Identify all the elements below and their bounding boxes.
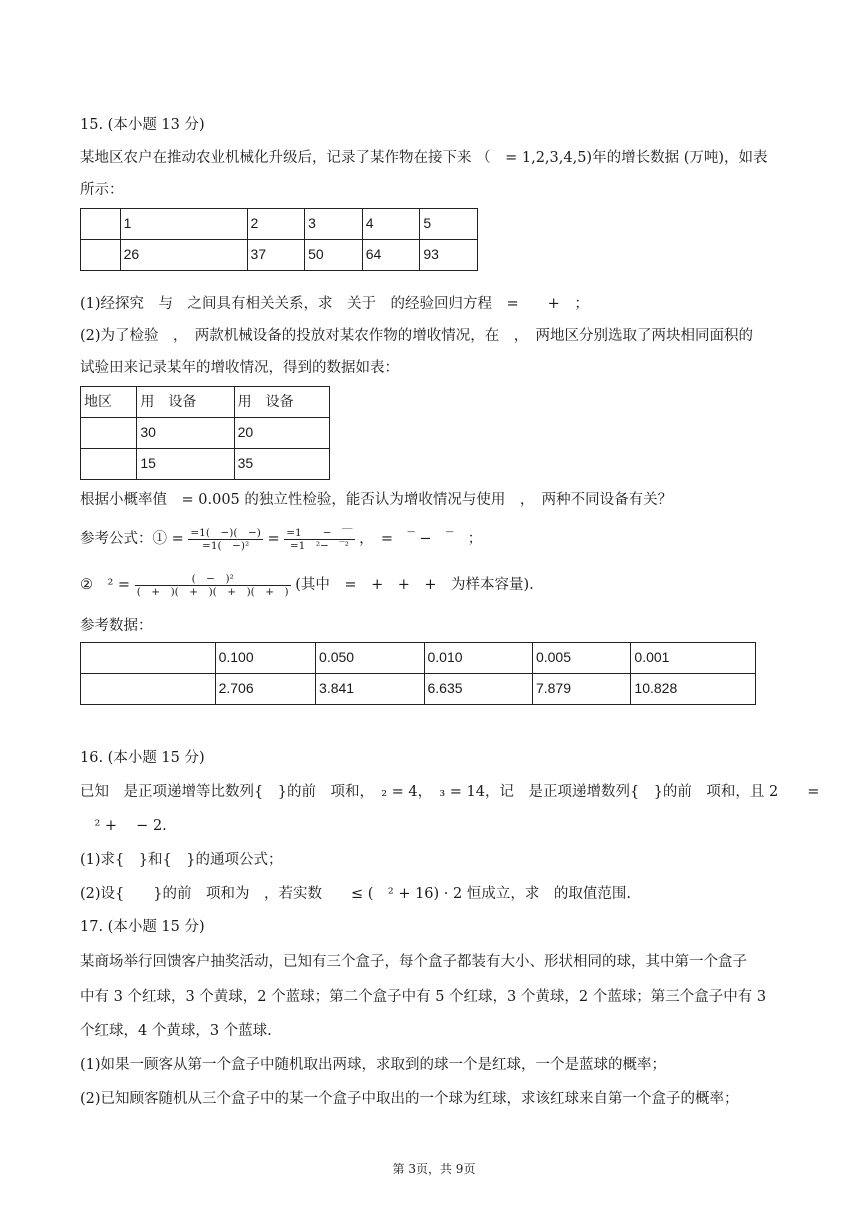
formula-tail: ， = ‾ − ‾ ；	[359, 531, 483, 547]
table-cell: 1	[120, 209, 247, 240]
q15-intro-line2: 所示：	[80, 182, 124, 198]
table-header-cell: 用 设备	[234, 387, 329, 418]
q16-line1: 已知 是正项递增等比数列{ }的前 项和， ₂ = 4， ₃ = 14，记 是正项递增数列{ }的前 项和，且 2 =	[80, 784, 820, 800]
table-cell: 26	[120, 240, 247, 271]
fraction	[284, 527, 354, 552]
table-cell	[81, 240, 121, 271]
table-cell: 64	[362, 240, 420, 271]
q16-header: 16. (本小题 15 分)	[80, 750, 205, 766]
table-cell	[81, 674, 216, 705]
q15-question: 根据小概率值 = 0.005 的独立性检验，能否认为增收情况与使用 ， 两种不同设备有关？	[80, 492, 673, 508]
table-cell: 6.635	[424, 674, 532, 705]
table-header-cell: 用 设备	[137, 387, 234, 418]
table-cell: 10.828	[631, 674, 756, 705]
formula-label: ② ² =	[80, 577, 131, 593]
table-cell: 35	[234, 449, 329, 480]
q15-contingency-table	[80, 386, 330, 480]
q17-header: 17. (本小题 15 分)	[80, 919, 205, 935]
table-cell: 7.879	[532, 674, 630, 705]
table-row	[81, 449, 330, 480]
table-cell: 37	[247, 240, 305, 271]
fraction-denominator: =1 ²− ‾²	[284, 539, 354, 552]
table-cell: 3	[305, 209, 363, 240]
q15-part2-line1: (2)为了检验 ， 两款机械设备的投放对某农作物的增收情况，在 ， 两地区分别选取了两块相同面积的	[80, 328, 754, 344]
table-row	[81, 643, 756, 674]
table-cell: 2	[247, 209, 305, 240]
q17-line1: 某商场举行回馈客户抽奖活动，已知有三个盒子，每个盒子都装有大小、形状相同的球，其中第一个盒子	[80, 954, 747, 970]
table-cell: 2.706	[215, 674, 315, 705]
fraction-numerator: =1 − ‾‾	[286, 526, 353, 539]
table-cell: 0.010	[424, 643, 532, 674]
fraction-numerator: =1( −)( −)	[190, 526, 261, 539]
q17-line2: 中有 3 个红球，3 个黄球，2 个蓝球；第二个盒子中有 5 个红球，3 个黄球，2 个蓝球；第三个盒子中有 3	[80, 989, 767, 1005]
fraction-denominator: =1( −)²	[188, 539, 262, 552]
table-cell: 3.841	[316, 674, 424, 705]
table-cell: 0.001	[631, 643, 756, 674]
formula-1	[80, 524, 482, 554]
formula-label: 参考公式：①	[80, 531, 167, 547]
q15-part1: (1)经探究 与 之间具有相关关系，求 关于 的经验回归方程 = + ；	[80, 296, 589, 312]
table-cell: 5	[420, 209, 478, 240]
q17-part1: (1)如果一顾客从第一个盒子中随机取出两球，求取到的球一个是红球，一个是蓝球的概率；	[80, 1057, 667, 1073]
ref-data-label: 参考数据：	[80, 618, 153, 634]
formula-equals: =	[267, 531, 280, 547]
fraction-denominator: ( + )( + )( + )( + )	[136, 585, 289, 598]
q17-part2: (2)已知顾客随机从三个盒子中的某一个盒子中取出的一个球为红球，求该红球来自第一个盒子的概率；	[80, 1091, 739, 1107]
fraction-numerator: ( − )²	[191, 572, 234, 585]
table-cell	[81, 643, 216, 674]
page-footer: 第 3页，共 9页	[392, 1162, 476, 1176]
table-row	[81, 209, 478, 240]
formula-lhs: =	[171, 531, 184, 547]
q15-intro-line1: 某地区农户在推动农业机械化升级后，记录了某作物在接下来 （ = 1,2,3,4,5)年的增长数据 (万吨)，如表	[80, 150, 768, 166]
q15-part2-line2: 试验田来记录某年的增收情况，得到的数据如表：	[80, 360, 399, 376]
table-cell	[81, 449, 137, 480]
table-cell: 0.005	[532, 643, 630, 674]
table-header-cell: 地区	[81, 387, 137, 418]
q15-header: 15. (本小题 13 分)	[80, 117, 205, 133]
table-cell: 50	[305, 240, 363, 271]
q16-part1: (1)求{ }和{ }的通项公式；	[80, 852, 283, 868]
formula-tail: (其中 = + + + 为样本容量).	[295, 577, 534, 593]
fraction	[188, 527, 262, 552]
table-row	[81, 240, 478, 271]
table-row	[81, 418, 330, 449]
fraction	[135, 573, 291, 598]
table-cell: 15	[137, 449, 234, 480]
q15-reference-table	[80, 642, 756, 705]
table-row	[81, 674, 756, 705]
q16-part2: (2)设{ }的前 项和为 ，若实数 ≤ ( ² + 16) · 2 恒成立，求 的取值范围.	[80, 886, 631, 902]
table-row	[81, 387, 330, 418]
table-cell: 93	[420, 240, 478, 271]
formula-2	[80, 570, 534, 600]
q16-line2: ² + − 2.	[80, 818, 167, 834]
q15-data-table	[80, 208, 478, 271]
table-cell: 20	[234, 418, 329, 449]
table-cell: 4	[362, 209, 420, 240]
q17-line3: 个红球，4 个黄球，3 个蓝球.	[80, 1023, 272, 1039]
table-cell: 30	[137, 418, 234, 449]
table-cell	[81, 418, 137, 449]
table-cell: 0.100	[215, 643, 315, 674]
table-cell	[81, 209, 121, 240]
table-cell: 0.050	[316, 643, 424, 674]
